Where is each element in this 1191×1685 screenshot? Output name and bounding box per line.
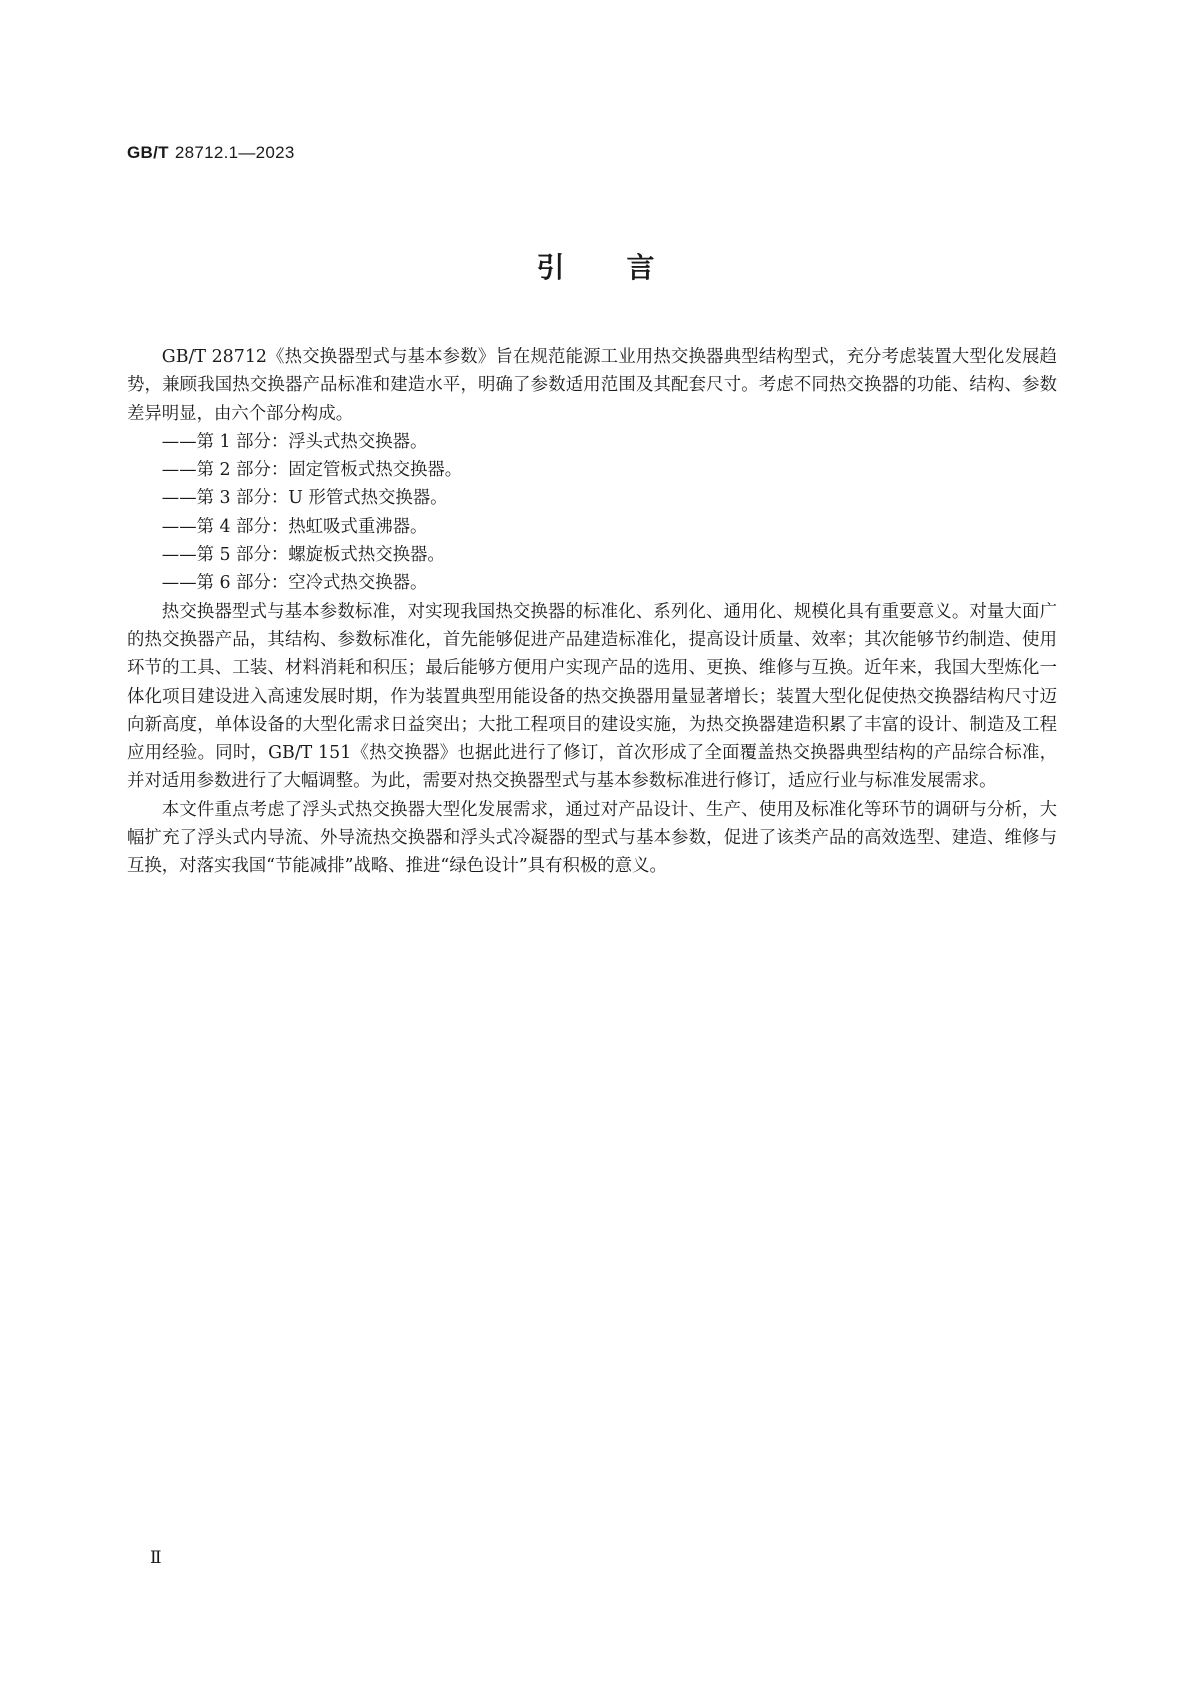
standard-code-prefix: GB/T	[127, 143, 169, 162]
part-list-item-5: ——第 5 部分：螺旋板式热交换器。	[161, 545, 445, 566]
part-list-item-3: ——第 3 部分：U 形管式热交换器。	[161, 488, 448, 509]
background-paragraph: 热交换器型式与基本参数标准，对实现我国热交换器的标准化、系列化、通用化、规模化具有重要意义。对量大面广的热交换器产品，其结构、参数标准化，首先能够促进产品建造标准化，提高设计质量、效率；其次能够节约制造、使用环节的工具、工装、材料消耗和积压；最后能够方便用户实现产品的选用、更换、维修与互换。近年来，我国大型炼化一体化项目建设进入高速发展时期，作为装置典型用能设备的热交换器用量显著增长；装置大型化促使热交换器结构尺寸迈向新高度，单体设备的大型化需求日益突出；大批工程项目的建设实施，为热交换器建造积累了丰富的设计、制造及工程应用经验。同时，GB/T 151《热交换器》也据此进行了修订，首次形成了全面覆盖热交换器典型结构的产品综合标准，并对适用参数进行了大幅调整。为此，需要对热交换器型式与基本参数标准进行修订，适应行业与标准发展需求。	[127, 601, 1057, 792]
scope-paragraph: 本文件重点考虑了浮头式热交换器大型化发展需求，通过对产品设计、生产、使用及标准化等环节的调研与分析，大幅扩充了浮头式内导流、外导流热交换器和浮头式冷凝器的型式与基本参数，促进了该类产品的高效选型、建造、维修与互换，对落实我国“节能减排”战略、推进“绿色设计”具有积极的意义。	[127, 799, 1057, 877]
part-list-item-1: ——第 1 部分：浮头式热交换器。	[161, 431, 428, 452]
standard-code-number: 28712.1—2023	[174, 143, 295, 162]
intro-paragraph: GB/T 28712《热交换器型式与基本参数》旨在规范能源工业用热交换器典型结构型式，充分考虑装置大型化发展趋势，兼顾我国热交换器产品标准和建造水平，明确了参数适用范围及其配套尺寸。考虑不同热交换器的功能、结构、参数差异明显，由六个部分构成。	[127, 347, 1057, 424]
page-title: 引言	[536, 251, 717, 284]
standard-code	[127, 143, 295, 163]
document-body	[127, 343, 1057, 881]
part-list-item-4: ——第 4 部分：热虹吸式重沸器。	[161, 516, 428, 537]
part-list-item-6: ——第 6 部分：空冷式热交换器。	[161, 573, 428, 594]
page-number: Ⅱ	[150, 1548, 162, 1567]
part-list-item-2: ——第 2 部分：固定管板式热交换器。	[161, 460, 463, 481]
